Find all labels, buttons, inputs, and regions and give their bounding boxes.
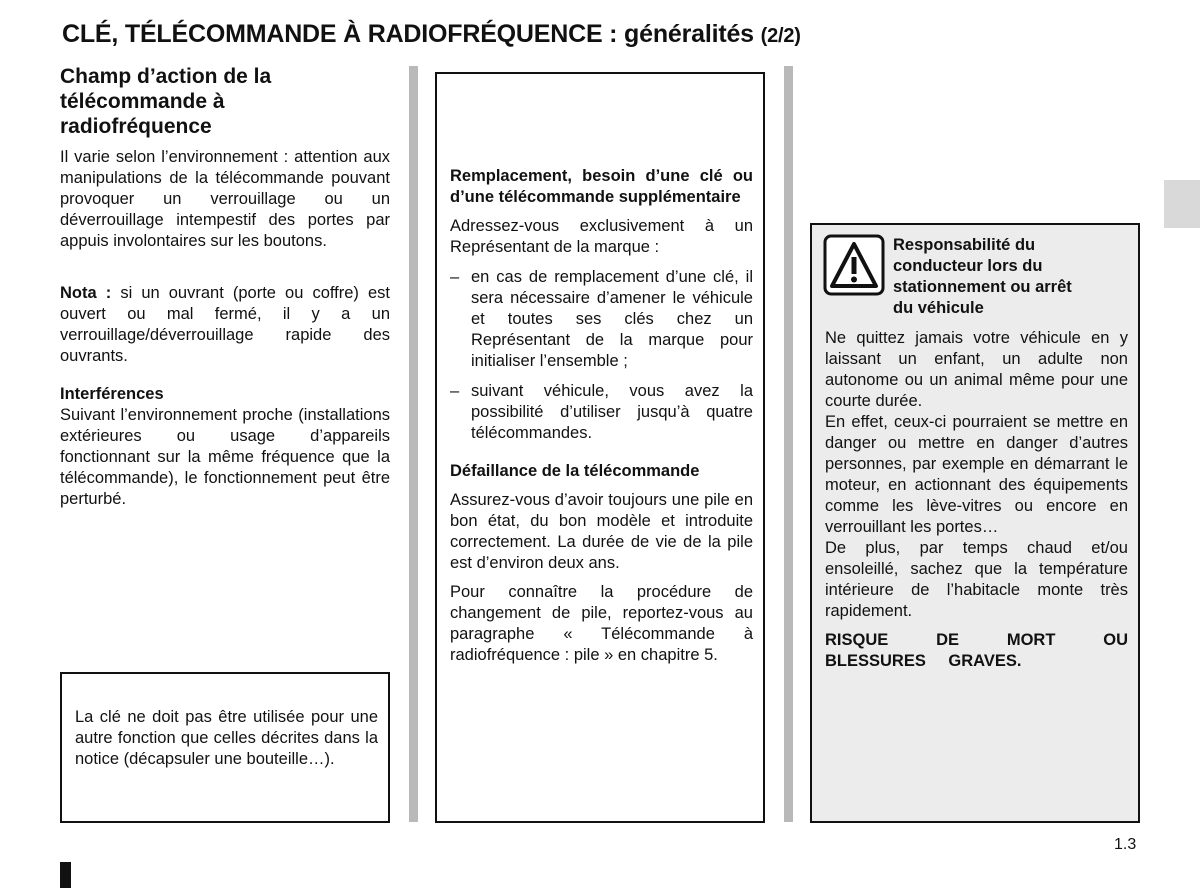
warning-box bbox=[810, 223, 1140, 823]
crop-mark bbox=[60, 862, 71, 888]
interferences-text: Suivant l’environnement proche (installations extérieures ou usage d’appareils fonctionnant sur la même fréquence que la télécommande), le fonctionnement peut être perturbé. bbox=[60, 406, 390, 508]
page-title-main: CLÉ, TÉLÉCOMMANDE À RADIOFRÉQUENCE : généralités bbox=[62, 20, 754, 48]
list-item-text: suivant véhicule, vous avez la possibilité d’utiliser jusqu’à quatre télécommandes. bbox=[471, 382, 753, 442]
dash-marker: – bbox=[450, 382, 460, 400]
dash-marker: – bbox=[450, 268, 460, 286]
left-heading: Champ d’action de la télécommande à radiofréquence bbox=[60, 65, 272, 138]
failure-heading: Défaillance de la télécommande bbox=[450, 462, 700, 480]
page-title-suffix: (2/2) bbox=[760, 25, 801, 47]
warning-para1: Ne quittez jamais votre véhicule en y laissant un enfant, un adulte non autonome ou un animal même pour une courte durée. bbox=[825, 329, 1128, 410]
list-item bbox=[450, 267, 753, 372]
warning-para3: De plus, par temps chaud et/ou ensoleillé, sachez que la température intérieure de l’habitacle monte très rapidement. bbox=[825, 539, 1128, 620]
left-para1: Il varie selon l’environnement : attention aux manipulations de la télécommande pouvant provoquer un verrouillage ou un déverrouillage intempestif des portes par appuis involontaires sur les boutons. bbox=[60, 148, 390, 250]
warning-para2: En effet, ceux-ci pourraient se mettre en danger ou mettre en danger d’autres personnes, par exemple en démarrant le moteur, en actionnant des équipements comme les lève-vitres ou encore en verrouillant les portes… bbox=[825, 413, 1128, 536]
chapter-tab bbox=[1164, 180, 1200, 228]
key-usage-note-text: La clé ne doit pas être utilisée pour une autre fonction que celles décrites dans la notice (décapsuler une bouteille…). bbox=[75, 708, 378, 768]
failure-para: Assurez-vous d’avoir toujours une pile en bon état, du bon modèle et introduite correctement. La durée de vie de la pile est d’environ deux ans. bbox=[450, 491, 753, 572]
replacement-heading: Remplacement, besoin d’une clé ou d’une télécommande supplémentaire bbox=[450, 167, 753, 206]
warning-heading: Responsabilité du conducteur lors du stationnement ou arrêt du véhicule bbox=[893, 236, 1072, 317]
battery-procedure-para: Pour connaître la procédure de changement de pile, reportez-vous au paragraphe « Télécommande à radiofréquence : pile » en chapitre 5. bbox=[450, 583, 753, 664]
replacement-info-box bbox=[435, 72, 765, 823]
key-usage-note-box bbox=[60, 672, 390, 823]
risk-warning: RISQUE DE MORT OU BLESSURES GRAVES. bbox=[825, 631, 1128, 670]
separator-bar-right bbox=[784, 66, 793, 822]
left-note bbox=[60, 283, 390, 367]
page-number: 1.3 bbox=[1114, 836, 1137, 853]
interferences-heading: Interférences bbox=[60, 385, 164, 403]
list-item-text: en cas de remplacement d’une clé, il sera nécessaire d’amener le véhicule et toutes ses clés chez un Représentant de la marque pour initialiser l’ensemble ; bbox=[471, 268, 753, 370]
note-label: Nota : bbox=[60, 284, 112, 302]
replacement-intro: Adressez-vous exclusivement à un Représentant de la marque : bbox=[450, 217, 753, 256]
list-item bbox=[450, 381, 753, 444]
separator-bar-left bbox=[409, 66, 418, 822]
warning-triangle-icon bbox=[823, 234, 885, 296]
note-text: si un ouvrant (porte ou coffre) est ouvert ou mal fermé, il y a un verrouillage/déverrouillage rapide des ouvrants. bbox=[60, 284, 391, 365]
page-title bbox=[62, 20, 801, 49]
